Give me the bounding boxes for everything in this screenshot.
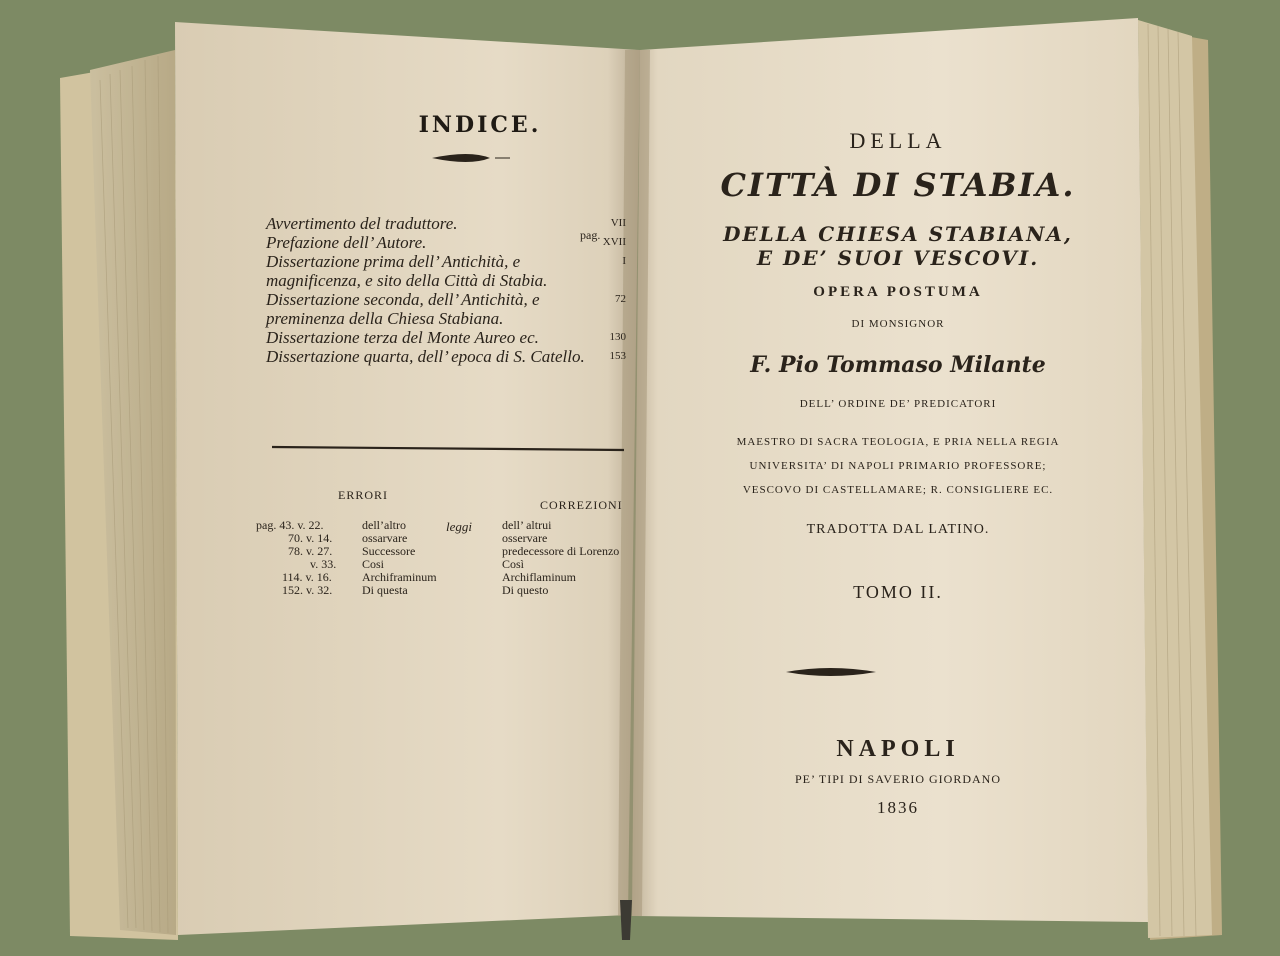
errata-error: Di questa bbox=[362, 583, 408, 597]
errata-ref: pag. 43. v. 22. bbox=[256, 518, 324, 532]
errata-error: Successore bbox=[362, 544, 416, 558]
opera-postuma: OPERA POSTUMA bbox=[813, 284, 983, 300]
index-entry-text: Dissertazione quarta, dell’ epoca di S. Catello. bbox=[266, 347, 585, 366]
errata-correction: osservare bbox=[502, 531, 548, 545]
errata-correction: Archiflaminum bbox=[502, 570, 576, 584]
index-title: INDICE. bbox=[418, 112, 542, 138]
index-entry bbox=[266, 328, 626, 347]
errata-row bbox=[256, 583, 636, 596]
ordine-predicatori: DELL’ ORDINE DE’ PREDICATORI bbox=[799, 398, 997, 410]
errata-ref: 70. v. 14. bbox=[288, 531, 333, 545]
errata-correction: dell’ altrui bbox=[502, 518, 552, 532]
index-entry bbox=[266, 252, 626, 290]
imprint-printer: PE’ TIPI DI SAVERIO GIORDANO bbox=[794, 772, 1001, 786]
errata-correction: Così bbox=[502, 557, 525, 571]
index-entry bbox=[266, 233, 626, 252]
index-entry-text: Prefazione dell’ Autore. bbox=[266, 233, 427, 252]
index-entries bbox=[266, 214, 626, 366]
errata-ref: 114. v. 16. bbox=[282, 570, 332, 584]
errata-row bbox=[256, 570, 636, 583]
maestro-line-2: UNIVERSITA’ DI NAPOLI PRIMARIO PROFESSORE; bbox=[749, 460, 1047, 472]
index-entry bbox=[266, 290, 626, 328]
index-entry-text: Avvertimento del traduttore. bbox=[266, 214, 458, 233]
index-entry-page: 72 bbox=[615, 293, 626, 305]
title-chiesa-stabiana: DELLA CHIESA STABIANA, bbox=[723, 222, 1073, 246]
errata-error: dell’altro bbox=[362, 518, 406, 532]
errata-error: ossarvare bbox=[362, 531, 408, 545]
index-entry-page: XVII bbox=[602, 236, 626, 248]
index-entry-text: Dissertazione terza del Monte Aureo ec. bbox=[266, 328, 539, 347]
index-entry-page: 130 bbox=[609, 331, 626, 343]
maestro-line-3: VESCOVO DI CASTELLAMARE; R. CONSIGLIERE EC. bbox=[742, 484, 1054, 496]
errata-row bbox=[256, 557, 636, 570]
title-della: DELLA bbox=[849, 128, 947, 153]
index-entry-page: I bbox=[622, 255, 626, 267]
index-entry bbox=[266, 214, 626, 233]
correzioni-header: CORREZIONI bbox=[540, 498, 623, 512]
errata-error: Cosi bbox=[362, 557, 385, 571]
errori-header: ERRORI bbox=[338, 488, 389, 502]
leggi-label: leggi bbox=[446, 519, 472, 534]
index-entry-page: VII bbox=[610, 217, 626, 229]
index-entry bbox=[266, 347, 626, 366]
errata-ref: 152. v. 32. bbox=[282, 583, 333, 597]
errata-row bbox=[256, 531, 636, 544]
pag-abbreviation: pag. bbox=[580, 228, 601, 242]
errata-row bbox=[256, 544, 636, 557]
errata-error: Archiframinum bbox=[362, 570, 437, 584]
imprint-city: NAPOLI bbox=[836, 736, 960, 762]
di-monsignor: DI MONSIGNOR bbox=[851, 318, 945, 330]
author-name: F. Pio Tommaso Milante bbox=[750, 352, 1046, 378]
errata-correction: Di questo bbox=[502, 583, 549, 597]
index-entry-text: Dissertazione prima dell’ Antichità, e magnificenza, e sito della Città di Stabia. bbox=[266, 252, 548, 290]
imprint-year: 1836 bbox=[877, 798, 919, 817]
tradotta-dal-latino: TRADOTTA DAL LATINO. bbox=[806, 522, 990, 537]
bookmark-ribbon bbox=[620, 900, 632, 940]
tomo-volume: TOMO II. bbox=[853, 582, 943, 602]
index-entry-page: 153 bbox=[609, 350, 626, 362]
maestro-line-1: MAESTRO DI SACRA TEOLOGIA, E PRIA NELLA REGIA bbox=[736, 436, 1060, 448]
left-page bbox=[175, 22, 640, 935]
errata-row bbox=[256, 518, 636, 531]
title-citta-di-stabia: CITTÀ DI STABIA. bbox=[720, 166, 1076, 204]
errata-ref: v. 33. bbox=[310, 557, 337, 571]
index-entry-text: Dissertazione seconda, dell’ Antichità, e preminenza della Chiesa Stabiana. bbox=[266, 290, 540, 328]
title-suoi-vescovi: E DE’ SUOI VESCOVI. bbox=[756, 246, 1040, 270]
errata-correction: predecessore di Lorenzo bbox=[502, 544, 620, 558]
errata-ref: 78. v. 27. bbox=[288, 544, 333, 558]
errata-rows bbox=[256, 518, 636, 596]
